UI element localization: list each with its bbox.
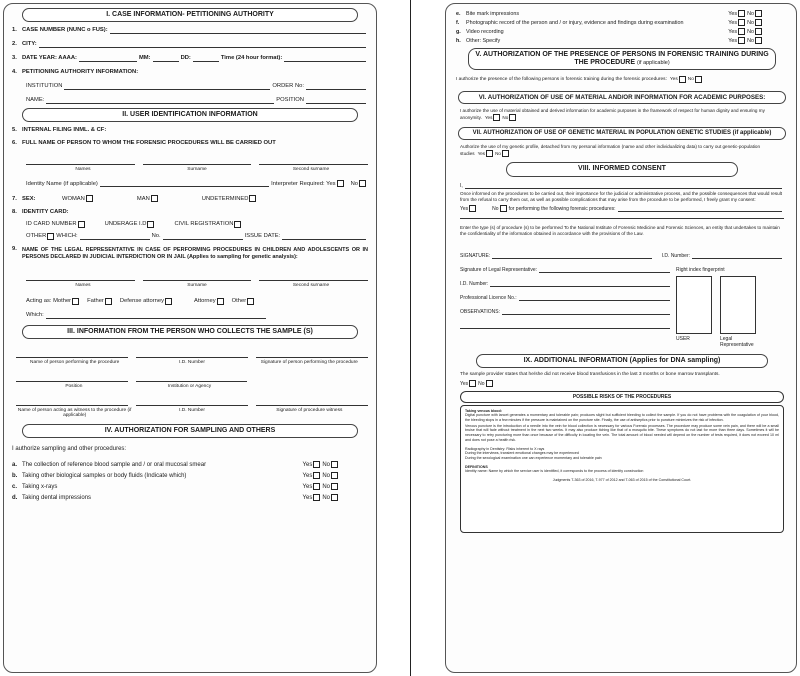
other-id-label: OTHER: [26, 233, 47, 240]
undetermined-label: UNDETERMINED: [201, 195, 249, 202]
sig-witness-caption: Signature of procedure witness: [276, 407, 343, 413]
legal-rep-name-fields[interactable]: [26, 272, 368, 281]
other-samples-yes-checkbox[interactable]: [313, 472, 320, 479]
identity-name-label: Identity Name (if applicable): [26, 180, 98, 187]
procedure-type-text: Enter the type (s) of procedure (s) to be performed To the National Institute of Forensic Medicine and Forensic Sciences, an entity that undertakes to maintain the confidentiality of the information obtained in accordance with the provisions of the Law.: [460, 224, 780, 237]
interview-risk-text: During the interviews, transient emotional changes may be experienced: [465, 451, 579, 456]
consent-text: Once informed on the procedures to be carried out, their importance for the judicial or administrative process, and the possible consequences that would result from the refusal to carry them out, as well as possible complications that may arise from the procedure to be performed, I freely grant my consent:: [460, 190, 782, 202]
order-no-field[interactable]: [306, 84, 366, 90]
undetermined-checkbox[interactable]: [249, 195, 256, 202]
section-4-header: IV. AUTHORIZATION FOR SAMPLING AND OTHERS: [22, 424, 358, 438]
licence-field[interactable]: [519, 295, 670, 301]
taking-venous-heading: Taking venous blood:: [465, 408, 502, 413]
dental-yes-checkbox[interactable]: [313, 494, 320, 501]
city-field[interactable]: [39, 42, 366, 48]
other-rep-checkbox[interactable]: [247, 298, 254, 305]
procedures-line[interactable]: [460, 218, 784, 219]
id-card-number-label: ID CARD NUMBER: [26, 221, 77, 228]
legal-rep-signature-field[interactable]: [539, 267, 670, 273]
id-number-witness-caption: I.D. Number: [179, 407, 205, 413]
academic-use-text: I authorize the use of material obtained and derived information for academic purposes in the framework of respect for human dignity and ensuring my anonymity.: [460, 108, 765, 121]
section-3-header: III. INFORMATION FROM THE PERSON WHO COLLECTS THE SAMPLE (S): [22, 325, 358, 339]
training-presence-text: I authorize the presence of the following persons in forensic training during the forensic procedures:: [456, 77, 667, 83]
sig-performing-caption: Signature of person performing the procedure: [260, 359, 358, 365]
bite-mark-no-checkbox[interactable]: [755, 10, 762, 17]
user-fingerprint-box[interactable]: [676, 276, 712, 334]
position-label: POSITION: [276, 97, 304, 104]
observations-field[interactable]: [502, 309, 670, 315]
position-field[interactable]: [306, 98, 366, 104]
lancet-risk-text: Digital puncture with lancet generates a momentary and tolerable pain; produces slight but sufficient bleeding to collect the sample. If you do not have problems with the coagulation of your blood, the bleeding stops in a few minutes if the pressure is maintained on the puncture site. Finally, the use of antiseptics prior to puncture minimizes the risk of infection.: [465, 413, 779, 423]
time-label: Time (24 hour format):: [220, 55, 283, 62]
rep-second-surname-caption: Second surname: [292, 282, 330, 288]
father-label: Father: [87, 297, 104, 304]
month-field[interactable]: [153, 56, 179, 62]
radiography-risk-text: Radiography in Dentistry: Risks inherent to X rays: [465, 446, 545, 451]
legal-rep-fingerprint-box[interactable]: [720, 276, 756, 334]
other-specify-no-checkbox[interactable]: [755, 37, 762, 44]
man-checkbox[interactable]: [151, 195, 158, 202]
id-card-number-checkbox[interactable]: [78, 221, 85, 228]
consent-name-field[interactable]: [465, 183, 782, 189]
bite-mark-yes-checkbox[interactable]: [738, 10, 745, 17]
order-no-label: ORDER No:: [272, 83, 304, 90]
city-label: CITY:: [22, 41, 37, 48]
defense-attorney-label: Defense attorney: [119, 297, 165, 304]
transfusion-yes-checkbox[interactable]: [469, 380, 476, 387]
other-id-checkbox[interactable]: [47, 233, 54, 240]
possible-risks-header: POSSIBLE RISKS OF THE PROCEDURES: [460, 391, 784, 403]
definitions-heading: DEFINITIONS: [465, 464, 488, 469]
issue-date-label: ISSUE DATE:: [244, 233, 281, 240]
full-name-fields[interactable]: [26, 156, 368, 165]
academic-yes-checkbox[interactable]: [493, 114, 500, 121]
xrays-no-checkbox[interactable]: [331, 483, 338, 490]
second-surname-caption: Second surname: [292, 167, 330, 173]
identity-card-label: IDENTITY CARD:: [22, 209, 69, 216]
which-field[interactable]: [80, 234, 150, 240]
issue-date-field[interactable]: [282, 234, 366, 240]
academic-no-checkbox[interactable]: [509, 114, 516, 121]
institution-field[interactable]: [64, 84, 270, 90]
defense-attorney-checkbox[interactable]: [165, 298, 172, 305]
dental-impressions-label: Taking dental impressions: [22, 494, 92, 501]
sexological-risk-text: During the sexological examination one can experience momentary and tolerable pain: [465, 455, 602, 460]
day-label: DD:: [180, 55, 191, 62]
other-samples-no-checkbox[interactable]: [331, 472, 338, 479]
name-witness-caption: Name of person acting as witness to the procedure (if applicable): [17, 407, 132, 418]
genetic-no-checkbox[interactable]: [502, 150, 509, 157]
case-number-field[interactable]: [110, 28, 366, 34]
internal-filing-label: INTERNAL FILING INML. & CF:: [22, 126, 107, 133]
signature-label: SIGNATURE:: [460, 253, 491, 260]
for-performing-label: for performing the following forensic procedures:: [508, 205, 616, 212]
observations-line-2[interactable]: [460, 323, 670, 329]
section-7-header: VII. AUTHORIZATION OF USE OF GENETIC MATERIAL IN POPULATION GENETIC STUDIES (if applicable): [458, 127, 786, 140]
position-fields[interactable]: [16, 373, 247, 382]
xrays-yes-checkbox[interactable]: [313, 483, 320, 490]
which-rep-field[interactable]: [46, 313, 266, 319]
transfusion-no-checkbox[interactable]: [486, 380, 493, 387]
photo-no-checkbox[interactable]: [755, 19, 762, 26]
petitioning-authority-label: PETITIONING AUTHORITY INFORMATION:: [22, 69, 139, 76]
photographic-record-label: Photographic record of the person and / or injury, evidence and findings during examination: [466, 19, 684, 26]
photo-yes-checkbox[interactable]: [738, 19, 745, 26]
woman-label: WOMAN: [62, 195, 85, 202]
signature-id-label: I.D. Number:: [661, 253, 690, 260]
section-6-header: VI. AUTHORIZATION OF USE OF MATERIAL AND/OR INFORMATION FOR ACADEMIC PURPOSES:: [458, 91, 786, 104]
interpreter-no-checkbox[interactable]: [359, 180, 366, 187]
id-number-caption: I.D. Number: [179, 359, 205, 365]
blood-sample-yes-checkbox[interactable]: [313, 461, 320, 468]
blood-sample-no-checkbox[interactable]: [331, 461, 338, 468]
form-page-right: e. Bite mark impressions Yes No f. Photographic record of the person and / or injury, evidence and findings during examination Yes No g. Video recording Yes No h. Other: Specify Yes No V. AUTHORIZATION OF THE PRESENCE OF PERSONS IN FORENSIC TRAINING DURING THE PROCEDURE (if applicable) I authorize the presence of the following persons in forensic training during the forensic procedures: Yes No VI. AUTHORIZATION OF USE OF MATERIAL AND/OR INFORMATION FOR ACADEMIC PURPOSES: I authorize the use of material obtained and derived information for academic purposes in the framework of respect for human dignity and ensuring my anonymity. Yes No VII. AUTHORIZATION OF USE OF GENETIC MATERIAL IN POPULATION GENETIC STUDIES (if applicable) Authorize the use of my genetic profile, detached from my personal information (name and other individualizing data) to carry out genetic-population studies Yes No VIII. INFORMED CONSENT I, Once informed on the procedures to be carried out, their importance for the judicial or administrative process, and the possible consequences that would result from the refusal to carry them out, as well as possible complications that may arise from the procedure to be performed, I freely grant my consent: Yes No for performing the following forensic procedures: Enter the type (s) of procedure (s) to be performed To the National Institute of Forensic Medicine and Forensic Sciences, an entity that undertakes to maintain the confidentiality of the information obtained in accordance with the provisions of the Law. SIGNATURE: I.D. Number: Signature of Legal Representative: I.D. Number: Professional Licence No.: OBSERVATIONS: Right index fingerprint USER Legal Representative IX. ADDITIONAL INFORMATION (Applies for DNA sampling) The sample provider states that he/she did not receive blood transfusions in the last 3 months or bone marrow transplants. Yes No POSSIBLE RISKS OF THE PROCEDURES Taking venous blood: Digital puncture with lancet generates a momentary and tolerable pain; produces slight but sufficient bleeding to collect the sample. If you do not have problems with the coagulation of your blood, the bleeding stops in a few minutes if the pressure is maintained on the puncture site. Finally, the use of antiseptics prior to puncture minimizes the risk of infection. Venous puncture is the introduction of a needle into the vein for blood collection is necessary for various Forensic processes. The procedure may produce some vein pain, and there will be a small bruise that will fade without treatment in the next two weeks. It may also produce itching like that of a mosquito bite. These symptoms do not last for more than three days. Sometimes it will be necessary to retry puncturing more than once because of the difficulty in locating the vein. The total amount of blood needed will depend on the number of tests required, it does not exceed 10 ml and does not pose a health risk. Radiography in Dentistry: Risks inherent to X rays During the interviews, transient emotional changes may be experienced During the sexological examination one can experience momentary and tolerable pain DEFINITIONS Identity name: Name by which the service user is identified, it corresponds to the process of identity construction Judgments T-363 of 2016, T-977 of 2012 and T-063 of 2015 of the Constitutional Court.: [445, 3, 797, 673]
genetic-yes-checkbox[interactable]: [486, 150, 493, 157]
section-1-header: I. CASE INFORMATION- PETITIONING AUTHORITY: [22, 8, 358, 22]
training-yes-checkbox[interactable]: [679, 76, 686, 83]
name-label: NAME:: [26, 97, 45, 104]
section-8-header: VIII. INFORMED CONSENT: [506, 162, 738, 176]
rep-surname-caption: Surname: [187, 282, 207, 288]
other-rep-label: Other: [231, 297, 247, 304]
legal-rep-id-label: I.D. Number:: [460, 281, 489, 288]
month-label: MM:: [138, 55, 151, 62]
signature-field[interactable]: [492, 253, 651, 259]
collector-fields[interactable]: [16, 349, 368, 358]
day-field[interactable]: [193, 56, 219, 62]
time-field[interactable]: [284, 56, 366, 62]
consent-i-label: I,: [460, 182, 463, 189]
genetic-use-text: Authorize the use of my genetic profile, detached from my personal information (name and other individualizing data) to carry out genetic-population studies: [460, 144, 761, 157]
consent-yes-checkbox[interactable]: [469, 205, 476, 212]
underage-id-label: UNDERAGE I.D: [104, 221, 147, 228]
mother-label: Acting as: Mother: [26, 297, 72, 304]
underage-id-checkbox[interactable]: [147, 221, 154, 228]
other-samples-label: Taking other biological samples or body fluids (Indicate which): [22, 472, 187, 479]
judgments-text: Judgments T-363 of 2016, T-977 of 2012 and T-063 of 2015 of the Constitutional Court.: [552, 477, 692, 482]
legal-rep-signature-label: Signature of Legal Representative:: [460, 267, 537, 274]
sex-label: SEX:: [22, 195, 36, 202]
rep-names-caption: Names: [75, 282, 91, 288]
video-yes-checkbox[interactable]: [738, 28, 745, 35]
legal-rep-id-field[interactable]: [490, 281, 670, 287]
other-specify-label: Other: Specify: [466, 37, 501, 44]
procedures-field[interactable]: [618, 206, 782, 212]
transfusion-text: The sample provider states that he/she did not receive blood transfusions in the last 3 months or bone marrow transplants.: [460, 372, 720, 378]
definitions-text: Identity name: Name by which the service user is identified, it corresponds to the process of identity construction: [465, 469, 644, 474]
consent-no-checkbox[interactable]: [500, 205, 507, 212]
other-specify-yes-checkbox[interactable]: [738, 37, 745, 44]
date-year-label: DATE YEAR: AAAA:: [22, 55, 77, 62]
which-label: WHICH:: [56, 233, 78, 240]
form-page-left: I. CASE INFORMATION- PETITIONING AUTHORITY 1. CASE NUMBER (NUNC o FUS): 2. CITY: 3. DATE YEAR: AAAA: MM: DD: Time (24 hour format): 4. PETITIONING AUTHORITY INFORMATION: INSTITUTION ORDER No: NAME: POSITION II. USER IDENTIFICATION INFORMATION 5. INTERNAL FILING INML. & CF: 6. FULL NAME OF PERSON TO WHOM THE FORENSIC PROCEDURES WILL BE CARRIED OUT Names Surname Second surname Identity Name (if applicable) Interpreter Required: Yes No 7. SEX: WOMAN MAN UNDETERMINED 8. IDENTITY CARD: ID CARD NUMBER UNDERAGE I.D CIVIL REGISTRATION OTHER WHICH: No. ISSUE DATE: 9. NAME OF THE LEGAL REPRESENTATIVE IN CASE OF PERFORMING PROCEDURES IN CHILDREN AND ADOLESCENTS OR IN PERSONS DECLARED IN JUDICIAL INTERDICTION OR IN JAIL (Applies to sampling for genetic analysis): Names Surname Second surname Acting as: Mother Father Defense attorney Attorney Other Which: III. INFORMATION FROM THE PERSON WHO COLLECTS THE SAMPLE (S) Name of person performing the procedure I.D. Number Signature of person performing the procedure Position Institution or Agency Name of person acting as witness to the procedure (if applicable) I.D. Number Signature of procedure witness IV. AUTHORIZATION FOR SAMPLING AND OTHERS I authorize sampling and other procedures: a. The collection of reference blood sample and / or oral mucosal smear Yes No b. Taking other biological samples or body fluids (Indicate which) Yes No c. Taking x-rays Yes No d. Taking dental impressions Yes No: [3, 3, 377, 673]
interpreter-yes-checkbox[interactable]: [337, 180, 344, 187]
surname-caption: Surname: [187, 167, 207, 173]
institution-label: INSTITUTION: [26, 83, 63, 90]
interpreter-label: Interpreter Required: Yes: [271, 180, 336, 187]
case-number-label: CASE NUMBER (NUNC o FUS):: [22, 27, 108, 34]
signature-id-field[interactable]: [692, 253, 782, 259]
video-no-checkbox[interactable]: [755, 28, 762, 35]
attorney-checkbox[interactable]: [217, 298, 224, 305]
venous-risk-text: Venous puncture is the introduction of a needle into the vein for blood collection is necessary for various Forensic processes. The procedure may produce some vein pain, and there will be a small bruise that will fade without treatment in the next two weeks. It may also produce itching like that of a mosquito bite. These symptoms do not last for more than three days. Sometimes it will be necessary to retry puncturing more than once because of the difficulty in locating the vein. The total amount of blood needed will depend on the number of tests required, it does not exceed 10 ml and does not pose a health risk.: [465, 423, 779, 442]
woman-checkbox[interactable]: [86, 195, 93, 202]
risks-box: [460, 405, 784, 533]
position-caption: Position: [65, 383, 83, 389]
father-checkbox[interactable]: [105, 298, 112, 305]
section-2-header: II. USER IDENTIFICATION INFORMATION: [22, 108, 358, 122]
witness-fields[interactable]: [16, 397, 368, 406]
attorney-label: Attorney: [194, 297, 216, 304]
name-performing-caption: Name of person performing the procedure: [30, 359, 120, 365]
user-caption: USER: [676, 336, 690, 343]
legal-rep-caption: Legal Representative: [720, 336, 754, 349]
observations-label: OBSERVATIONS:: [460, 309, 501, 316]
bite-mark-label: Bite mark impressions: [466, 10, 520, 17]
training-no-checkbox[interactable]: [695, 76, 702, 83]
id-no-label: No.: [151, 233, 161, 240]
interpreter-no-label: No: [350, 180, 358, 187]
civil-registration-checkbox[interactable]: [234, 221, 241, 228]
fingerprint-label: Right index fingerprint: [676, 267, 725, 274]
year-field[interactable]: [79, 56, 137, 62]
licence-label: Professional Licence No.:: [460, 295, 517, 302]
section-9-header: IX. ADDITIONAL INFORMATION (Applies for DNA sampling): [476, 354, 768, 368]
section-5-header: V. AUTHORIZATION OF THE PRESENCE OF PERSONS IN FORENSIC TRAINING DURING THE PROCEDURE (if applicable): [468, 48, 776, 70]
institution-agency-caption: Institution or Agency: [167, 383, 212, 389]
full-name-label: FULL NAME OF PERSON TO WHOM THE FORENSIC PROCEDURES WILL BE CARRIED OUT: [22, 139, 276, 146]
legal-representative-label: NAME OF THE LEGAL REPRESENTATIVE IN CASE OF PERFORMING PROCEDURES IN CHILDREN AND ADOLESCENTS OR IN PERSONS DECLARED IN JUDICIAL INTERDICTION OR IN JAIL (Applies to sampling for genetic analysis):: [22, 247, 368, 261]
civil-registration-label: CIVIL REGISTRATION: [174, 221, 234, 228]
identity-name-field[interactable]: [100, 181, 269, 187]
man-label: MAN: [136, 195, 150, 202]
authorize-sampling-label: I authorize sampling and other procedures:: [12, 445, 127, 452]
video-recording-label: Video recording: [466, 28, 504, 35]
dental-no-checkbox[interactable]: [331, 494, 338, 501]
page-divider: [410, 0, 411, 676]
blood-sample-label: The collection of reference blood sample and / or oral mucosal smear: [22, 461, 207, 468]
which-rep-label: Which:: [26, 311, 44, 318]
id-no-field[interactable]: [163, 234, 243, 240]
name-field[interactable]: [46, 98, 274, 104]
xrays-label: Taking x-rays: [22, 483, 58, 490]
names-caption: Names: [75, 167, 91, 173]
mother-checkbox[interactable]: [72, 298, 79, 305]
